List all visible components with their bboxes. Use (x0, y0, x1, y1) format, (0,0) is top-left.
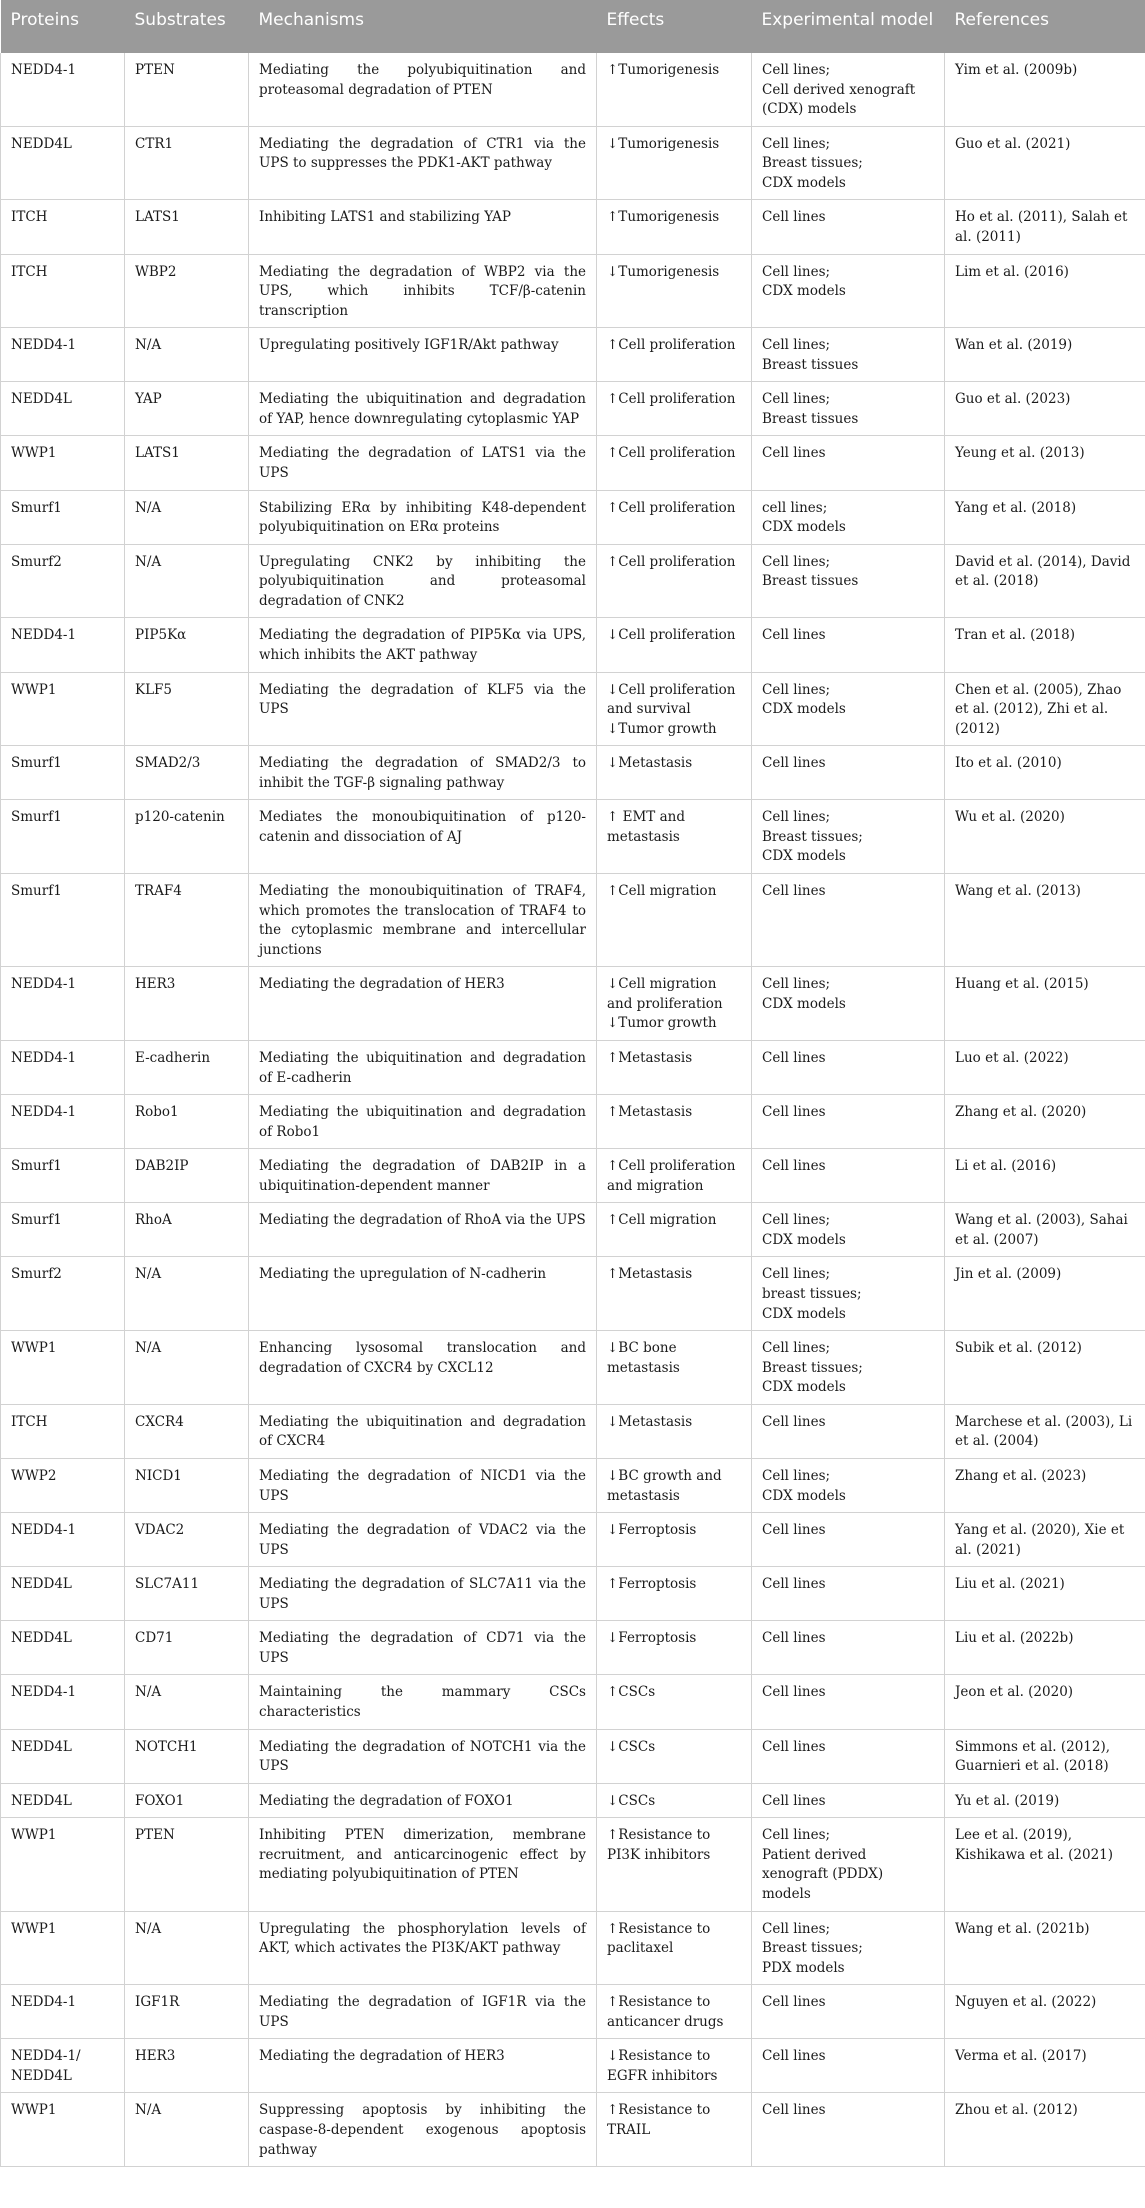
mechanism-cell: Mediating the degradation of CD71 via the UPS (249, 1621, 597, 1675)
substrate-cell: HER3 (125, 2039, 249, 2093)
table-row (1, 126, 1145, 200)
substrate-cell: KLF5 (125, 672, 249, 746)
mechanism-cell: Enhancing lysosomal translocation and degradation of CXCR4 by CXCL12 (249, 1331, 597, 1405)
protein-cell: WWP1 (1, 436, 125, 490)
substrate-cell: IGF1R (125, 1985, 249, 2039)
mechanism-cell: Mediating the degradation of IGF1R via the UPS (249, 1985, 597, 2039)
table-row (1, 436, 1145, 490)
mechanism-cell: Mediating the ubiquitination and degradation of CXCR4 (249, 1404, 597, 1458)
mechanism-cell: Mediating the degradation of NOTCH1 via the UPS (249, 1729, 597, 1783)
protein-cell: WWP1 (1, 1818, 125, 1911)
mechanism-cell: Mediating the polyubiquitination and proteasomal degradation of PTEN (249, 53, 597, 126)
effect-cell: ↑ EMT and metastasis (597, 800, 752, 874)
table-row (1, 544, 1145, 618)
mechanism-cell: Mediating the degradation of VDAC2 via the UPS (249, 1513, 597, 1567)
substrate-cell: CXCR4 (125, 1404, 249, 1458)
model-cell: Cell lines; Breast tissues; CDX models (752, 1331, 945, 1405)
table-row (1, 1095, 1145, 1149)
reference-cell: Zhou et al. (2012) (945, 2093, 1145, 2167)
protein-cell: Smurf1 (1, 874, 125, 967)
mechanism-cell: Mediating the degradation of NICD1 via the UPS (249, 1458, 597, 1512)
reference-cell: Huang et al. (2015) (945, 967, 1145, 1041)
reference-cell: Tran et al. (2018) (945, 618, 1145, 672)
protein-cell: NEDD4L (1, 1729, 125, 1783)
protein-cell: Smurf1 (1, 490, 125, 544)
effect-cell: ↑Cell migration (597, 1203, 752, 1257)
substrate-cell: N/A (125, 2093, 249, 2167)
substrate-cell: RhoA (125, 1203, 249, 1257)
table-row (1, 1567, 1145, 1621)
protein-cell: Smurf1 (1, 800, 125, 874)
substrate-cell: HER3 (125, 967, 249, 1041)
table-header (1, 0, 1145, 53)
mechanism-cell: Suppressing apoptosis by inhibiting the caspase-8-dependent exogenous apoptosis pathway (249, 2093, 597, 2167)
model-cell: Cell lines (752, 200, 945, 254)
protein-cell: NEDD4-1 (1, 1513, 125, 1567)
mechanism-cell: Mediating the degradation of LATS1 via the UPS (249, 436, 597, 490)
mechanism-cell: Stabilizing ERα by inhibiting K48-dependent polyubiquitination on ERα proteins (249, 490, 597, 544)
table-row (1, 672, 1145, 746)
mechanism-cell: Mediating the degradation of PIP5Kα via UPS, which inhibits the AKT pathway (249, 618, 597, 672)
model-cell: Cell lines; CDX models (752, 254, 945, 328)
effect-cell: ↓Cell migration and proliferation ↓Tumor growth (597, 967, 752, 1041)
substrate-cell: VDAC2 (125, 1513, 249, 1567)
reference-cell: Zhang et al. (2023) (945, 1458, 1145, 1512)
effect-cell: ↓Tumorigenesis (597, 126, 752, 200)
effect-cell: ↓Metastasis (597, 1404, 752, 1458)
model-cell: Cell lines (752, 1404, 945, 1458)
effect-cell: ↑Resistance to TRAIL (597, 2093, 752, 2167)
protein-cell: Smurf1 (1, 746, 125, 800)
table-row (1, 1149, 1145, 1203)
reference-cell: David et al. (2014), David et al. (2018) (945, 544, 1145, 618)
model-cell: Cell lines (752, 1513, 945, 1567)
effect-cell: ↑Resistance to paclitaxel (597, 1911, 752, 1985)
protein-cell: NEDD4L (1, 1567, 125, 1621)
model-cell: Cell lines; Cell derived xenograft (CDX) models (752, 53, 945, 126)
protein-cell: NEDD4-1 (1, 1040, 125, 1094)
model-cell: Cell lines; Breast tissues (752, 544, 945, 618)
effect-cell: ↓Resistance to EGFR inhibitors (597, 2039, 752, 2093)
mechanism-cell: Mediating the degradation of DAB2IP in a ubiquitination-dependent manner (249, 1149, 597, 1203)
model-cell: Cell lines; Patient derived xenograft (PDDX) models (752, 1818, 945, 1911)
effect-cell: ↑Metastasis (597, 1040, 752, 1094)
substrate-cell: p120-catenin (125, 800, 249, 874)
mechanism-cell: Mediating the degradation of HER3 (249, 967, 597, 1041)
reference-cell: Ho et al. (2011), Salah et al. (2011) (945, 200, 1145, 254)
mechanism-cell: Mediating the degradation of WBP2 via the UPS, which inhibits TCF/β-catenin transcription (249, 254, 597, 328)
model-cell: Cell lines; Breast tissues (752, 382, 945, 436)
model-cell: Cell lines; CDX models (752, 1458, 945, 1512)
effect-cell: ↑Cell proliferation (597, 328, 752, 382)
effect-cell: ↑Cell proliferation (597, 382, 752, 436)
substrate-cell: Robo1 (125, 1095, 249, 1149)
table-row (1, 1331, 1145, 1405)
effect-cell: ↑Tumorigenesis (597, 200, 752, 254)
model-cell: Cell lines; CDX models (752, 967, 945, 1041)
table-row (1, 2093, 1145, 2167)
model-cell: Cell lines (752, 436, 945, 490)
mechanism-cell: Inhibiting PTEN dimerization, membrane recruitment, and anticarcinogenic effect by mediating polyubiquitination of PTEN (249, 1818, 597, 1911)
table-row (1, 1458, 1145, 1512)
model-cell: Cell lines; breast tissues; CDX models (752, 1257, 945, 1331)
reference-cell: Simmons et al. (2012), Guarnieri et al. (2018) (945, 1729, 1145, 1783)
protein-cell: WWP1 (1, 672, 125, 746)
mechanism-cell: Mediating the ubiquitination and degradation of E-cadherin (249, 1040, 597, 1094)
reference-cell: Wan et al. (2019) (945, 328, 1145, 382)
effect-cell: ↓Ferroptosis (597, 1621, 752, 1675)
header-row (1, 0, 1145, 53)
substrate-cell: N/A (125, 1675, 249, 1729)
reference-cell: Yang et al. (2018) (945, 490, 1145, 544)
reference-cell: Yeung et al. (2013) (945, 436, 1145, 490)
mechanism-cell: Mediating the degradation of CTR1 via the UPS to suppresses the PDK1-AKT pathway (249, 126, 597, 200)
effect-cell: ↑Metastasis (597, 1095, 752, 1149)
model-cell: Cell lines; Breast tissues (752, 328, 945, 382)
model-cell: Cell lines (752, 618, 945, 672)
model-cell: Cell lines (752, 1621, 945, 1675)
mechanism-cell: Mediating the degradation of KLF5 via the UPS (249, 672, 597, 746)
reference-cell: Li et al. (2016) (945, 1149, 1145, 1203)
substrate-cell: CTR1 (125, 126, 249, 200)
substrate-cell: PTEN (125, 1818, 249, 1911)
model-cell: Cell lines (752, 1783, 945, 1818)
reference-cell: Wu et al. (2020) (945, 800, 1145, 874)
reference-cell: Yim et al. (2009b) (945, 53, 1145, 126)
protein-cell: Smurf1 (1, 1149, 125, 1203)
table-row (1, 1203, 1145, 1257)
table-row (1, 53, 1145, 126)
substrate-cell: CD71 (125, 1621, 249, 1675)
column-header-effects: Effects (597, 0, 752, 53)
mechanism-cell: Mediating the degradation of FOXO1 (249, 1783, 597, 1818)
mechanism-cell: Mediates the monoubiquitination of p120-catenin and dissociation of AJ (249, 800, 597, 874)
table-row (1, 1911, 1145, 1985)
substrate-cell: DAB2IP (125, 1149, 249, 1203)
table-row (1, 1818, 1145, 1911)
model-cell: Cell lines (752, 2039, 945, 2093)
mechanism-cell: Upregulating CNK2 by inhibiting the polyubiquitination and proteasomal degradation of CNK2 (249, 544, 597, 618)
reference-cell: Wang et al. (2003), Sahai et al. (2007) (945, 1203, 1145, 1257)
protein-cell: ITCH (1, 200, 125, 254)
table-row (1, 1513, 1145, 1567)
reference-cell: Subik et al. (2012) (945, 1331, 1145, 1405)
mechanism-cell: Mediating the degradation of HER3 (249, 2039, 597, 2093)
reference-cell: Marchese et al. (2003), Li et al. (2004) (945, 1404, 1145, 1458)
substrate-cell: NICD1 (125, 1458, 249, 1512)
protein-cell: NEDD4-1 (1, 1095, 125, 1149)
column-header-experimental-model: Experimental model (752, 0, 945, 53)
model-cell: Cell lines (752, 1675, 945, 1729)
effect-cell: ↑Tumorigenesis (597, 53, 752, 126)
protein-cell: WWP1 (1, 2093, 125, 2167)
table-row (1, 200, 1145, 254)
reference-cell: Jeon et al. (2020) (945, 1675, 1145, 1729)
substrate-cell: N/A (125, 1911, 249, 1985)
reference-cell: Nguyen et al. (2022) (945, 1985, 1145, 2039)
mechanism-cell: Mediating the ubiquitination and degradation of Robo1 (249, 1095, 597, 1149)
table-row (1, 1621, 1145, 1675)
reference-cell: Guo et al. (2021) (945, 126, 1145, 200)
effect-cell: ↑Ferroptosis (597, 1567, 752, 1621)
protein-cell: NEDD4L (1, 126, 125, 200)
model-cell: Cell lines; Breast tissues; CDX models (752, 800, 945, 874)
table-row (1, 490, 1145, 544)
protein-cell: ITCH (1, 254, 125, 328)
effect-cell: ↓Tumorigenesis (597, 254, 752, 328)
effect-cell: ↓CSCs (597, 1729, 752, 1783)
effect-cell: ↑Cell proliferation and migration (597, 1149, 752, 1203)
model-cell: Cell lines (752, 1567, 945, 1621)
reference-cell: Jin et al. (2009) (945, 1257, 1145, 1331)
table-row (1, 1257, 1145, 1331)
table-row (1, 254, 1145, 328)
effect-cell: ↑Cell proliferation (597, 436, 752, 490)
protein-cell: WWP1 (1, 1911, 125, 1985)
substrate-cell: PTEN (125, 53, 249, 126)
effect-cell: ↓BC growth and metastasis (597, 1458, 752, 1512)
substrate-cell: LATS1 (125, 436, 249, 490)
substrate-cell: WBP2 (125, 254, 249, 328)
reference-cell: Liu et al. (2021) (945, 1567, 1145, 1621)
mechanism-cell: Upregulating positively IGF1R/Akt pathway (249, 328, 597, 382)
protein-cell: NEDD4-1/ NEDD4L (1, 2039, 125, 2093)
reference-cell: Chen et al. (2005), Zhao et al. (2012), Zhi et al. (2012) (945, 672, 1145, 746)
table-row (1, 1729, 1145, 1783)
table-row (1, 2039, 1145, 2093)
protein-cell: ITCH (1, 1404, 125, 1458)
substrate-cell: FOXO1 (125, 1783, 249, 1818)
model-cell: Cell lines; Breast tissues; PDX models (752, 1911, 945, 1985)
effect-cell: ↑Resistance to PI3K inhibitors (597, 1818, 752, 1911)
protein-cell: NEDD4L (1, 1621, 125, 1675)
effect-cell: ↓Metastasis (597, 746, 752, 800)
model-cell: Cell lines (752, 874, 945, 967)
table-row (1, 328, 1145, 382)
protein-cell: Smurf1 (1, 1203, 125, 1257)
effect-cell: ↑Resistance to anticancer drugs (597, 1985, 752, 2039)
reference-cell: Guo et al. (2023) (945, 382, 1145, 436)
protein-cell: NEDD4L (1, 1783, 125, 1818)
table-row (1, 382, 1145, 436)
reference-cell: Ito et al. (2010) (945, 746, 1145, 800)
reference-cell: Lee et al. (2019), Kishikawa et al. (2021) (945, 1818, 1145, 1911)
reference-cell: Wang et al. (2013) (945, 874, 1145, 967)
substrate-cell: PIP5Kα (125, 618, 249, 672)
table-row (1, 1675, 1145, 1729)
table-row (1, 967, 1145, 1041)
table-row (1, 800, 1145, 874)
table-row (1, 746, 1145, 800)
column-header-proteins: Proteins (1, 0, 125, 53)
reference-cell: Liu et al. (2022b) (945, 1621, 1145, 1675)
effect-cell: ↓BC bone metastasis (597, 1331, 752, 1405)
model-cell: Cell lines (752, 746, 945, 800)
mechanism-cell: Upregulating the phosphorylation levels of AKT, which activates the PI3K/AKT pathway (249, 1911, 597, 1985)
model-cell: Cell lines (752, 1729, 945, 1783)
table-row (1, 1985, 1145, 2039)
mechanism-cell: Maintaining the mammary CSCs characteristics (249, 1675, 597, 1729)
protein-cell: NEDD4-1 (1, 1675, 125, 1729)
substrate-cell: N/A (125, 328, 249, 382)
model-cell: Cell lines (752, 2093, 945, 2167)
reference-cell: Verma et al. (2017) (945, 2039, 1145, 2093)
model-cell: cell lines; CDX models (752, 490, 945, 544)
substrate-cell: SMAD2/3 (125, 746, 249, 800)
model-cell: Cell lines; Breast tissues; CDX models (752, 126, 945, 200)
mechanism-cell: Mediating the ubiquitination and degradation of YAP, hence downregulating cytoplasmic YAP (249, 382, 597, 436)
effect-cell: ↓CSCs (597, 1783, 752, 1818)
substrate-cell: N/A (125, 1331, 249, 1405)
effect-cell: ↓Cell proliferation (597, 618, 752, 672)
reference-cell: Luo et al. (2022) (945, 1040, 1145, 1094)
reference-cell: Wang et al. (2021b) (945, 1911, 1145, 1985)
table-body (1, 53, 1145, 2167)
mechanism-cell: Mediating the degradation of RhoA via the UPS (249, 1203, 597, 1257)
effect-cell: ↓Cell proliferation and survival ↓Tumor growth (597, 672, 752, 746)
effect-cell: ↓Ferroptosis (597, 1513, 752, 1567)
effect-cell: ↑Cell proliferation (597, 544, 752, 618)
reference-cell: Lim et al. (2016) (945, 254, 1145, 328)
reference-cell: Zhang et al. (2020) (945, 1095, 1145, 1149)
protein-cell: Smurf2 (1, 1257, 125, 1331)
protein-cell: NEDD4-1 (1, 618, 125, 672)
table-row (1, 874, 1145, 967)
substrate-cell: NOTCH1 (125, 1729, 249, 1783)
mechanism-cell: Inhibiting LATS1 and stabilizing YAP (249, 200, 597, 254)
substrate-cell: E-cadherin (125, 1040, 249, 1094)
protein-cell: WWP1 (1, 1331, 125, 1405)
substrate-cell: LATS1 (125, 200, 249, 254)
protein-cell: NEDD4-1 (1, 1985, 125, 2039)
effect-cell: ↑CSCs (597, 1675, 752, 1729)
model-cell: Cell lines (752, 1040, 945, 1094)
mechanism-cell: Mediating the degradation of SLC7A11 via the UPS (249, 1567, 597, 1621)
table-row (1, 1404, 1145, 1458)
protein-cell: Smurf2 (1, 544, 125, 618)
protein-cell: NEDD4L (1, 382, 125, 436)
substrate-cell: N/A (125, 490, 249, 544)
table-row (1, 618, 1145, 672)
model-cell: Cell lines; CDX models (752, 1203, 945, 1257)
mechanism-cell: Mediating the upregulation of N-cadherin (249, 1257, 597, 1331)
table-row (1, 1783, 1145, 1818)
table-row (1, 1040, 1145, 1094)
substrate-cell: SLC7A11 (125, 1567, 249, 1621)
reference-cell: Yang et al. (2020), Xie et al. (2021) (945, 1513, 1145, 1567)
column-header-mechanisms: Mechanisms (249, 0, 597, 53)
effect-cell: ↑Cell proliferation (597, 490, 752, 544)
effect-cell: ↑Cell migration (597, 874, 752, 967)
protein-cell: NEDD4-1 (1, 328, 125, 382)
substrate-cell: N/A (125, 1257, 249, 1331)
substrate-cell: TRAF4 (125, 874, 249, 967)
model-cell: Cell lines (752, 1985, 945, 2039)
substrate-cell: YAP (125, 382, 249, 436)
model-cell: Cell lines; CDX models (752, 672, 945, 746)
protein-cell: WWP2 (1, 1458, 125, 1512)
model-cell: Cell lines (752, 1149, 945, 1203)
mechanism-cell: Mediating the monoubiquitination of TRAF4, which promotes the translocation of TRAF4 to the cytoplasmic membrane and intercellular junctions (249, 874, 597, 967)
substrate-cell: N/A (125, 544, 249, 618)
model-cell: Cell lines (752, 1095, 945, 1149)
protein-cell: NEDD4-1 (1, 53, 125, 126)
column-header-references: References (945, 0, 1145, 53)
protein-cell: NEDD4-1 (1, 967, 125, 1041)
effect-cell: ↑Metastasis (597, 1257, 752, 1331)
column-header-substrates: Substrates (125, 0, 249, 53)
reference-cell: Yu et al. (2019) (945, 1783, 1145, 1818)
mechanism-cell: Mediating the degradation of SMAD2/3 to inhibit the TGF-β signaling pathway (249, 746, 597, 800)
